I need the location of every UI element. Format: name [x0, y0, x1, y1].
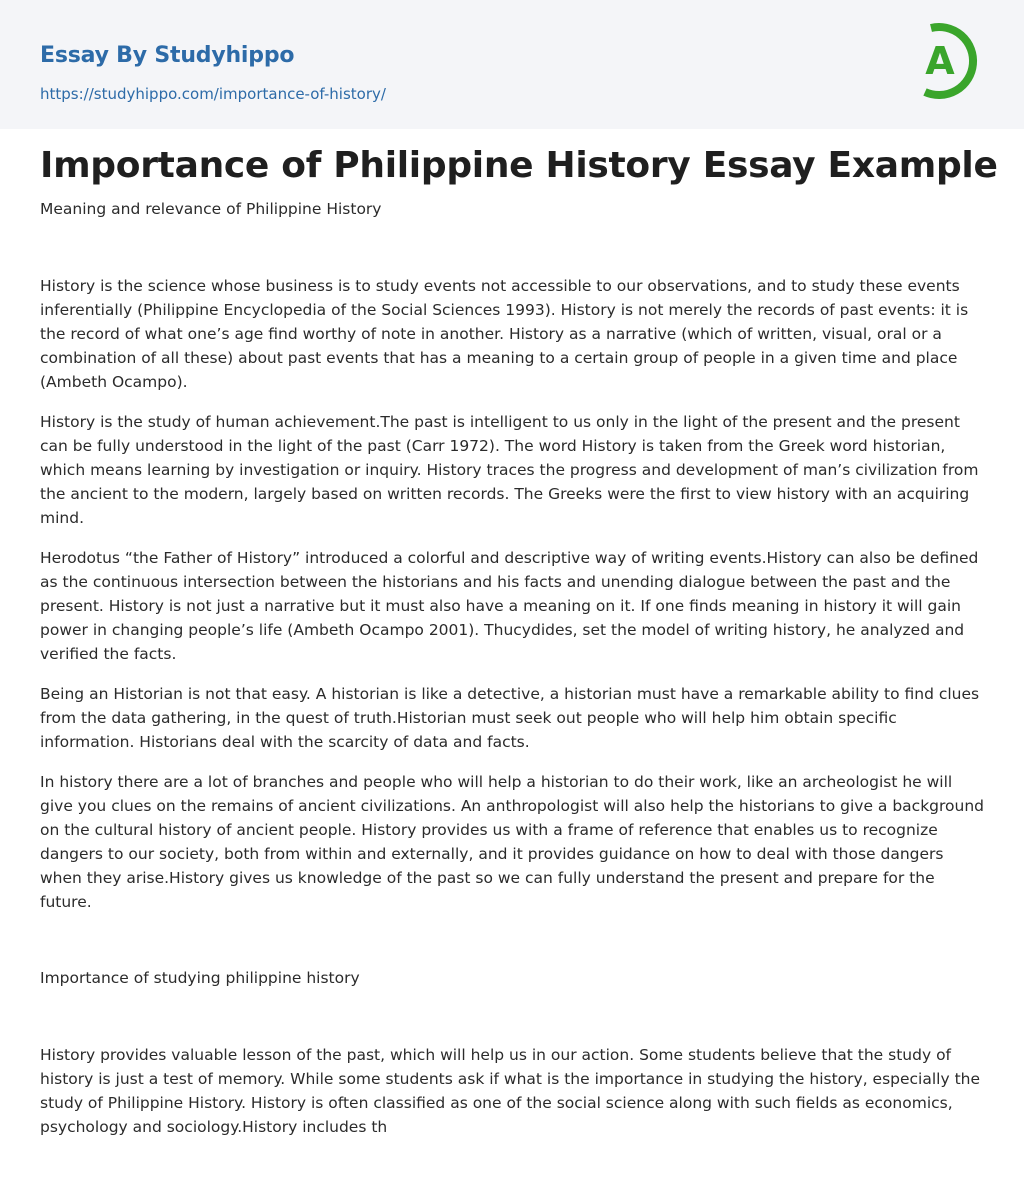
brand-title[interactable]: Essay By Studyhippo — [40, 43, 295, 68]
paragraph-3: Herodotus “the Father of History” introduced a colorful and descriptive way of writing events.History can also be defined as the continuous intersection between the historians and his facts and unending dialogue between the past and the present. History is not just a narrative but it must also have a meaning on it. If one finds meaning in history it will gain power in changing people’s life (Ambeth Ocampo 2001). Thucydides, set the model of writing history, he analyzed and verified the facts. — [40, 549, 979, 663]
paragraph-5: In history there are a lot of branches and people who will help a historian to do their work, like an archeologist he will give you clues on the remains of ancient civilizations. An anthropologist will also help the historians to give a background on the cultural history of ancient people. History provides us with a frame of reference that enables us to recognize dangers to our society, both from within and externally, and it provides guidance on how to deal with those dangers when they arise.History gives us knowledge of the past so we can fully understand the present and prepare for the future. — [40, 773, 985, 911]
article-body — [40, 274, 985, 1155]
page-title: Importance of Philippine History Essay Example — [40, 145, 998, 186]
paragraph-2: History is the study of human achievement.The past is intelligent to us only in the light of the present and the present can be fully understood in the light of the past (Carr 1972). The word History is taken from the Greek word historian, which means learning by investigation or inquiry. History traces the progress and development of man’s civilization from the ancient to the modern, largely based on written records. The Greeks were the first to view history with an acquiring mind. — [40, 413, 979, 527]
section-heading: Importance of studying philippine history — [40, 969, 360, 987]
article-subtitle: Meaning and relevance of Philippine History — [40, 200, 382, 218]
paragraph-1: History is the science whose business is to study events not accessible to our observations, and to study these events inferentially (Philippine Encyclopedia of the Social Sciences 1993). History is not merely the records of past events: it is the record of what one’s age find worthy of note in another. History as a narrative (which of written, visual, oral or a combination of all these) about past events that has a meaning to a certain group of people in a given time and place (Ambeth Ocampo). — [40, 277, 969, 391]
paragraph-6: History provides valuable lesson of the past, which will help us in our action. Some students believe that the study of history is just a test of memory. While some students ask if what is the importance in studying the history, especially the study of Philippine History. History is often classified as one of the social science along with such fields as economics, psychology and sociology.History includes th — [40, 1046, 981, 1136]
logo-letter: A — [925, 39, 955, 83]
paragraph-4: Being an Historian is not that easy. A historian is like a detective, a historian must have a remarkable ability to find clues from the data gathering, in the quest of truth.Historian must seek out people who will help him obtain specific information. Historians deal with the scarcity of data and facts. — [40, 685, 980, 751]
article-url-link[interactable]: https://studyhippo.com/importance-of-history/ — [40, 85, 386, 103]
